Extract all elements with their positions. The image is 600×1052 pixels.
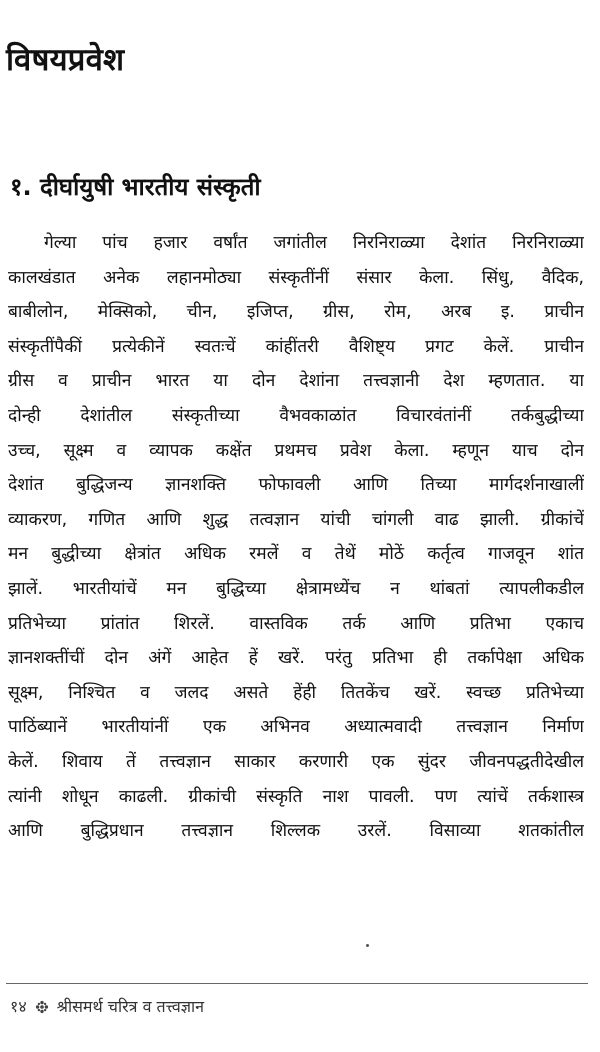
paragraph-line: सूक्ष्म, निश्चित व जलद असते हेंही तितकेंच खरें. स्वच्छ प्रतिभेच्या	[8, 682, 584, 703]
flower-ornament-icon	[35, 999, 49, 1013]
paragraph-line: त्यांनी शोधून काढली. ग्रीकांची संस्कृति नाश पावली. पण त्यांचें तर्कशास्त्र	[8, 786, 584, 807]
paragraph-line: पाठिंब्यानें भारतीयांनीं एक अभिनव अध्यात्मवादी तत्त्वज्ञान निर्माण	[8, 717, 584, 738]
footer-divider	[6, 983, 588, 984]
paragraph-line: संस्कृतींपैकीं प्रत्येकीनें स्वतःचें कांहींतरी वैशिष्ट्य प्रगट केलें. प्राचीन	[8, 336, 584, 357]
paragraph-line: प्रतिभेच्या प्रांतांत शिरलें. वास्तविक तर्क आणि प्रतिभा एकाच	[8, 613, 584, 634]
paragraph-line: ज्ञानशक्तींचीं दोन अंगें आहेत हें खरें. परंतु प्रतिभा ही तर्कापेक्षा अधिक	[8, 648, 584, 669]
body-paragraph	[8, 226, 584, 849]
print-speck	[366, 944, 369, 947]
paragraph-line: व्याकरण, गणित आणि शुद्ध तत्वज्ञान यांची चांगली वाढ झाली. ग्रीकांचें	[8, 509, 584, 530]
paragraph-line: झालें. भारतीयांचें मन बुद्धिच्या क्षेत्रामध्येंच न थांबतां त्यापलीकडील	[8, 578, 584, 599]
paragraph-line: कालखंडात अनेक लहानमोठ्या संस्कृतींनीं संसार केला. सिंधु, वैदिक,	[8, 267, 584, 288]
page-footer	[10, 995, 204, 1017]
paragraph-line: केलें. शिवाय तें तत्त्वज्ञान साकार करणारी एक सुंदर जीवनपद्धतीदेखील	[8, 751, 584, 772]
paragraph-line: दोन्ही देशांतील संस्कृतीच्या वैभवकाळांत विचारवंतांनीं तर्कबुद्धीच्या	[8, 405, 584, 426]
section-heading: १. दीर्घायुषी भारतीय संस्कृती	[10, 173, 261, 201]
paragraph-line: गेल्या पांच हजार वर्षांत जगांतील निरनिराळ्या देशांत निरनिराळ्या	[44, 233, 584, 253]
paragraph-line: ग्रीस व प्राचीन भारत या दोन देशांना तत्त्वज्ञानी देश म्हणतात. या	[8, 371, 584, 392]
page-number: १४	[10, 997, 27, 1016]
paragraph-line: बाबीलोन, मेक्सिको, चीन, इजिप्त, ग्रीस, रोम, अरब इ. प्राचीन	[8, 302, 584, 323]
paragraph-line: आणि बुद्धिप्रधान तत्त्वज्ञान शिल्लक उरलें. विसाव्या शतकांतील	[8, 821, 584, 842]
paragraph-line: उच्च, सूक्ष्म व व्यापक कक्षेंत प्रथमच प्रवेश केला. म्हणून याच दोन	[8, 440, 584, 461]
paragraph-line: देशांत बुद्धिजन्य ज्ञानशक्ति फोफावली आणि तिच्या मार्गदर्शनाखालीं	[8, 475, 584, 496]
paragraph-line: मन बुद्धीच्या क्षेत्रांत अधिक रमलें व तेथें मोठें कर्तृत्व गाजवून शांत	[8, 544, 584, 565]
book-title: श्रीसमर्थ चरित्र व तत्त्वज्ञान	[56, 997, 205, 1016]
chapter-title: विषयप्रवेश	[6, 42, 125, 78]
